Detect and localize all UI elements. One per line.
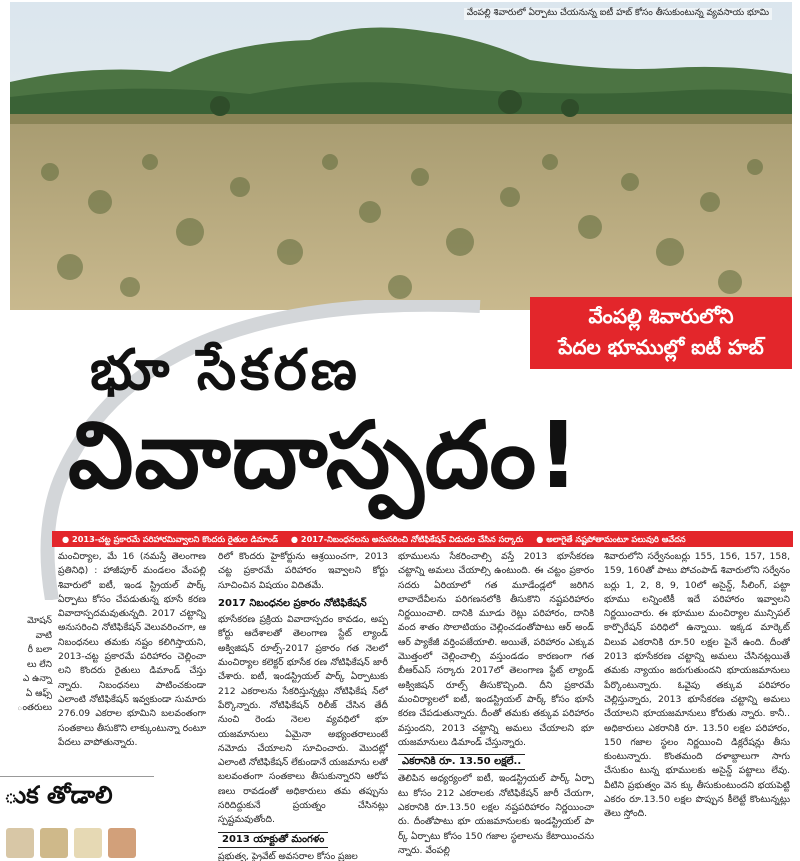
fragment-line: ఏ ఆఫ్స్ [25, 688, 52, 699]
paragraph: రిలో కొందరు హైకోర్టును ఆశ్రయించగా, 2013 చట్ట ప్రకారమే పరిహారం ఇవ్వాలని కోర్టు సూచించిన విషయం విదితమే. [218, 551, 388, 591]
subheading: 2013 యాక్టుతో మంగళం [218, 832, 328, 848]
field-photo-illustration [10, 2, 792, 310]
paragraph: మంచిర్యాల, మే 16 (నమస్తే తెలంగాణ ప్రతినిధి) : హాజీపూర్ మండలం వేంపల్లి శివారులో ఐటీ, ఇండ స్ట్రియల్ పార్క్ ఏర్పాటు కోసం చేపడుతున్న భూసే కరణ వివాదాస్పదమవుతున్నది. 2017 చట్టాన్ని అనుసరించి నోటిఫికేషన్ వెలువరించగా, ఆ నిబంధనలు తమకు నష్టం కలిగిస్తాయని, 2013-చట్ట ప్రకారమే పరిహారం చెల్లించా లని కొందరు రైతులు డిమాండ్ చేస్తు న్నారు. నిబంధనలు పాటించకుండా ఎలాంటి నోటిఫికేషన్ ఇవ్వకుండా సుమారు 276.09 ఎకరాల భూమిని బలవంతంగా సంతకాలు తీసుకొని లాక్కుంటున్నా రంటూ పేదలు వాపోతున్నారు. [58, 551, 206, 748]
paragraph: భూసేకరణ ప్రక్రియ వివాదాస్పదం కావడం, అప్ప కోర్టు ఆదేశాలతో తెలంగాణ స్టేట్ ల్యాండ్ అక్విజిషన్ రూల్స్-2017 ప్రకారం గత నెలలో మంచిర్యాల కలెక్టర్ భూసేక రణ నోటిఫికేషన్ జారీ చేశారు. ఐటీ, ఇండస్ట్రియల్ పార్క్ ఏర్పాటుకు 212 ఎకరాలను సేకరిస్తున్నట్లు నోటిఫికేష న్‌లో పేర్కొన్నారు. నోటిఫికేషన్ రిలీజ్ చేసిన తేదీ నుంచి రెండు నెలల వ్యవధిలో భూ యజమానులు ఏమైనా అభ్యంతరాలుంటే నమోదు చేయాలని సూచించారు. మొదట్లో ఎలాంటి నోటిఫికేషన్ లేకుండానే యజమాను లతో బలవంతంగా సంతకాలు తీసుకున్నారని ఆరోప ణలు రావడంతో అధికారులు తమ తప్పును సరిదిద్దుకునే ప్రయత్నం చేసినట్లు స్పష్టమవుతోంది. [218, 614, 388, 826]
kicker-line-2: పేదల భూముల్లో ఐటీ హబ్ [558, 335, 764, 359]
field-photo [10, 2, 792, 310]
headline-line-2: వివాదాస్పదం! [68, 402, 581, 509]
ticker-item-3: ● అలాగైతే నష్టపోతామంటూ పలువురి ఆవేదన [536, 534, 686, 544]
kicker-box [530, 297, 792, 369]
article-column-4 [604, 550, 790, 861]
article-column-2 [218, 550, 388, 861]
fragment-line: రీ బలా [27, 645, 52, 655]
subheading: 2017 నిబంధనల ప్రకారం నోటిఫికేషన్ [218, 597, 367, 609]
photo-caption: వేంపల్లి శివారులో ఏర్పాటు చేయనున్న ఐటీ హబ్ కోసం తీసుకుంటున్న వ్యవసాయ భూమి [464, 8, 772, 20]
fragment-line: ఎ ఉన్నా [22, 674, 52, 684]
paragraph: ప్రభుత్వ, ప్రైవేట్ అవసరాల కోసం ప్రజల [218, 850, 358, 861]
summary-ticker [52, 531, 793, 547]
article-body [0, 550, 800, 861]
kicker-line-1: వేంపల్లి శివారులోని [588, 304, 734, 328]
fragment-line: వాటి [35, 630, 52, 641]
article-column-3 [398, 550, 594, 861]
paragraph: శివారులోని సర్వేనంబర్లు 155, 156, 157, 158, 159, 160తో పాటు పోచంపాడ్ శివారులోని సర్వేనం బర్లు 1, 2, 8, 9, 10లో అసైన్డ్, సీలింగ్, పట్టా భూము లన్నింటికీ ఇదే పరిహారం ఇవ్వాలని నిర్ణయించారు. ఈ భూముల మంచిర్యాల మున్సిపల్ కార్పొరేషన్ పరిధిలో ఉన్నాయి. ఇక్కడ మార్కెట్ విలువ ఎకరానికి రూ.50 లక్షల పైనే ఉంది. దీంతో 2013 భూసేకరణ చట్టాన్ని అమలు చేసినట్లయితే తమకు న్యాయం జరుగుతుందని భూయజమానులు పేర్కొంటున్నారు. ఓవైపు తక్కువ పరిహారం చెల్లిస్తున్నారు, 2013 భూసేకరణ చట్టాన్ని అమలు చేయాలని భూయజమానులు కోరుతు న్నారు. కానీ.. అధికారులు ఎకరానికి రూ. 13.50 లక్షల పరిహారం, 150 గజాల స్థలం నిర్ణయించి డిక్లరేషన్లు తీసు కుంటున్నారు. కొంతమంది దళాబ్దాలుగా సాగు చేసుకుం టున్న భూములకు అసైన్డ్ పట్టాలు లేవు. వీటిని ప్రభుత్వం వెన క్కు తీసుకుంటుందని భయపెట్టి ఎకరం రూ.13.50 లక్షల పొప్పున కీలెట్టే కొంటున్నట్లు తెలు స్తోంది. [604, 551, 790, 820]
paragraph: తెలిపిన అధ్యర్యంలో ఐటీ, ఇండస్ట్రియల్ పార్క్ ఏర్పా టు కోసం 212 ఎకరాలకు నోటిఫికేషన్ జారీ చేయగా, ఎకరానికి రూ.13.50 లక్షల నష్టపరిహారం నిర్ణయించా రు. దీంతోపాటు భూ యజమానులకు ఇండస్ట్రియల్ పా ర్క్ ఏర్పాటు కోసం 150 గజాల స్థలాలను కేటాయించను న్నారు. వేంపల్లి [398, 773, 594, 856]
paragraph: భూములను సేకరించాల్సి వస్తే 2013 భూసేకరణ చట్టాన్ని అమలు చేయాల్సి ఉంటుంది. ఈ చట్టం ప్రకారం సదరు ఏరియాలో గత మూడేండ్లలో జరిగిన లావాదేవీలను పరిగణనలోకి తీసుకొని నష్టపరిహారం నిర్ణయించాలి. దానికి మూడు రెట్లు పరిహారం, దానికి వంద శాతం సొలాటియం చెల్లించడంతోపాటు ఆర్ అండ్ ఆర్ ప్యాకేజీ వర్తింపజేయాలి. అయితే, పరిహారం ఎక్కువ మొత్తంలో చెల్లించాల్సి వస్తుండడం కారణంగా గత బీఆర్ఎస్ సర్కారు 2017లో తెలంగాణ స్టేట్ ల్యాండ్ అక్విజిషన్ రూల్స్ తీసుకొచ్చింది. దీని ప్రకారమే మంచిర్యాలలో ఐటీ, ఇండస్ట్రియల్ పార్క్ కోసం భూసే కరణ చేపడుతున్నారు. దీంతో తమకు తక్కువ పరిహారం వస్తుందని, 2013 చట్టాన్ని అమలు చేయాలని భూ యజమానులు డిమాండ్ చేస్తున్నారు. [398, 551, 594, 748]
headline-line-1: భూ సేకరణ [90, 338, 361, 403]
ticker-item-1: ● 2013-చట్ట ప్రకారమే పరిహారమివ్వాలని కొందరు రైతుల డిమాండ్ [62, 534, 279, 544]
article-column-1 [58, 550, 206, 790]
fragment-line: ంతరులు [17, 703, 52, 713]
adjacent-headline-fragment: ుక తోడాలి [0, 776, 154, 813]
fragment-line: మోషన్ [27, 616, 52, 626]
subheading: ఎకరానికి రూ. 13.50 లక్షలే.. [398, 754, 525, 770]
ticker-item-2: ● 2017-నిబంధనలను అనుసరించి నోటిఫికేషన్ విడుదల చేసిన సర్కారు [290, 534, 524, 544]
fragment-line: లు లేని [26, 659, 52, 670]
